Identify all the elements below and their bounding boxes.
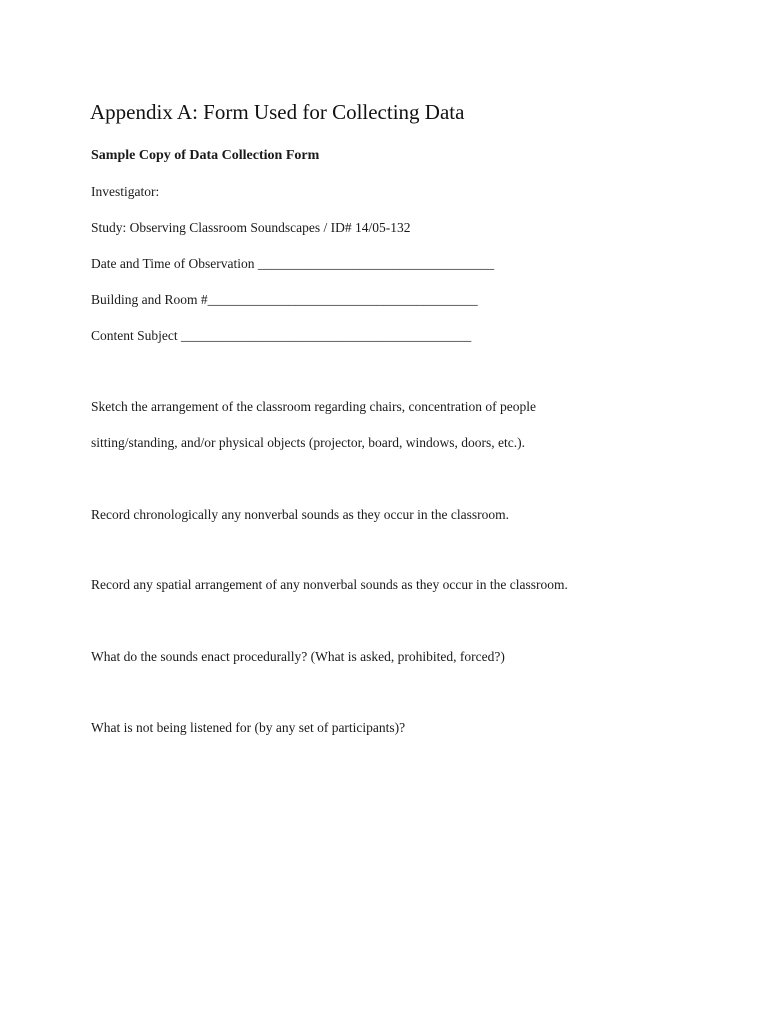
page-title: Appendix A: Form Used for Collecting Data bbox=[90, 100, 465, 124]
content-subject-field: Content Subject ___________________________________________ bbox=[91, 328, 472, 343]
investigator-field: Investigator: bbox=[91, 184, 160, 199]
date-time-field: Date and Time of Observation ___________________________________ bbox=[91, 256, 495, 271]
procedural-prompt: What do the sounds enact procedurally? (What is asked, prohibited, forced?) bbox=[91, 649, 505, 664]
sketch-prompt-line-1: Sketch the arrangement of the classroom regarding chairs, concentration of people bbox=[91, 399, 536, 414]
not-listened-prompt: What is not being listened for (by any set of participants)? bbox=[91, 720, 406, 735]
building-room-field: Building and Room #________________________________________ bbox=[91, 292, 478, 307]
form-subtitle: Sample Copy of Data Collection Form bbox=[91, 148, 320, 163]
sketch-prompt-line-2: sitting/standing, and/or physical objects (projector, board, windows, doors, etc.). bbox=[91, 435, 525, 450]
study-field: Study: Observing Classroom Soundscapes / ID# 14/05-132 bbox=[91, 220, 411, 235]
chronological-prompt: Record chronologically any nonverbal sounds as they occur in the classroom. bbox=[91, 507, 510, 522]
spatial-prompt: Record any spatial arrangement of any nonverbal sounds as they occur in the classroom. bbox=[91, 577, 568, 592]
